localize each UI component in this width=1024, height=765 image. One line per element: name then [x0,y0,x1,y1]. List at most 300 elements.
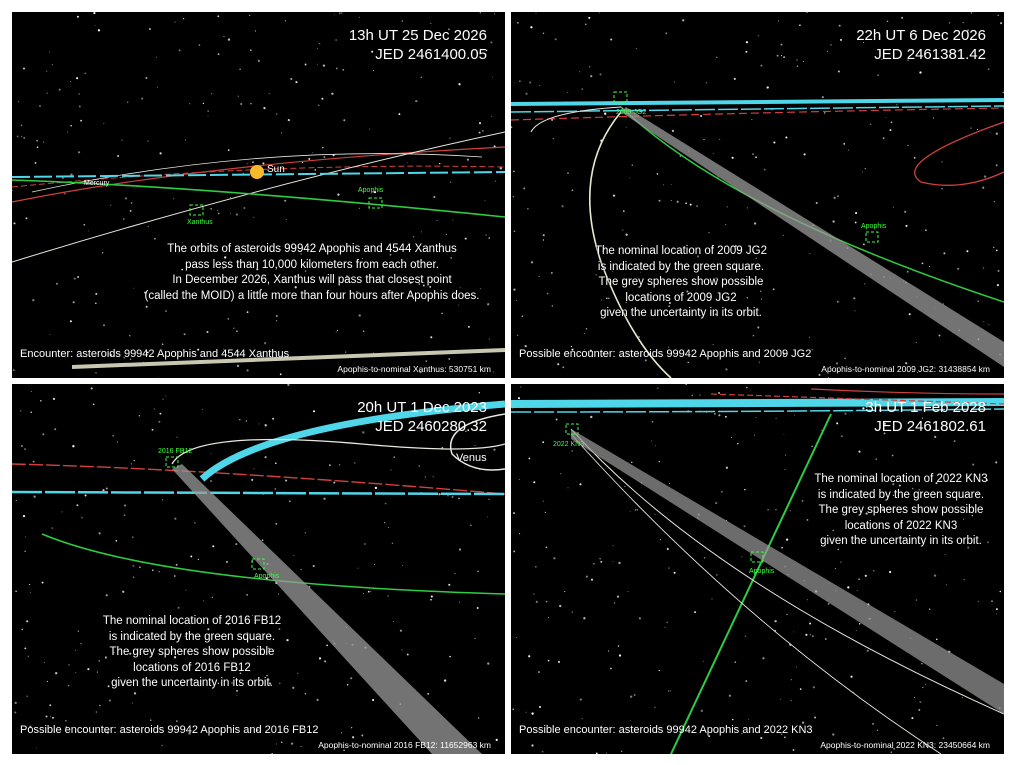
star [441,313,442,314]
star [655,445,656,446]
star [639,617,641,619]
star [666,622,668,624]
star [971,12,972,13]
star [867,650,869,652]
star [264,342,266,344]
star [129,335,131,337]
star [93,404,95,406]
star [767,86,769,88]
timestamp: 22h UT 6 Dec 2026 JED 2461381.42 [856,27,986,63]
star [630,720,631,721]
star [962,697,963,698]
star [942,161,943,162]
star [525,345,527,347]
star [212,545,214,547]
star [436,220,437,221]
star [246,369,248,371]
star [321,98,323,100]
star [946,584,947,585]
mercury-label: Mercury [84,180,110,187]
star [174,575,176,577]
star [121,140,122,141]
star [744,525,746,527]
star [518,397,520,399]
star [755,417,756,418]
star [539,276,540,277]
star [667,548,669,550]
star [726,467,728,469]
orbit-scene [511,12,1004,378]
star [388,595,389,596]
star [539,85,540,86]
star [677,201,679,203]
star [459,548,461,550]
star [781,55,782,56]
star [800,688,802,690]
star [590,416,592,418]
star [54,428,56,430]
star [449,656,450,657]
star [996,133,998,135]
panel-xanthus [12,12,505,378]
star [925,684,926,685]
star [139,566,141,568]
star [228,149,230,151]
star [467,159,469,161]
star [85,73,86,74]
star [253,217,254,218]
star [78,93,80,95]
star [91,387,93,389]
star [885,117,886,118]
star [715,502,717,504]
star [777,55,779,57]
star [99,532,101,534]
star [713,153,714,154]
star [145,77,147,79]
star [755,156,757,158]
star [785,137,787,139]
star [783,235,784,236]
star [117,155,119,157]
star [335,39,337,41]
star [513,550,515,552]
orbit-scene [12,12,505,378]
star [990,132,991,133]
star [685,384,687,385]
star [519,479,520,480]
star [538,671,540,673]
star [701,710,703,712]
star [752,153,753,154]
star [669,483,670,484]
distance-readout: Apophis-to-nominal 2009 JG2: 31438854 km [821,364,990,374]
star [280,373,282,375]
star [776,418,777,419]
star [811,446,812,447]
star [891,121,893,123]
star [567,92,568,93]
star [37,146,39,148]
star [517,335,519,337]
star [18,101,19,102]
star [370,591,371,592]
apophis-label: Apophis [254,573,280,580]
star [557,363,559,365]
star [529,458,531,460]
star [359,314,361,316]
star [133,576,134,577]
star [513,170,515,172]
star [458,305,459,306]
star [363,331,364,332]
star [354,462,355,463]
star [482,130,484,132]
star [622,229,623,230]
star [830,44,832,46]
star [754,222,756,224]
star [523,187,525,189]
star [654,707,655,708]
star [485,234,486,235]
star [339,464,340,465]
star [785,455,786,456]
star [217,15,219,17]
star [858,578,859,579]
star [289,500,291,502]
star [847,586,849,588]
star [708,232,709,233]
star [579,483,581,485]
star [494,13,495,14]
star [810,634,811,635]
star [840,39,842,41]
star [116,540,118,542]
star [132,565,134,567]
star [254,468,255,469]
star [671,200,672,201]
star [495,181,496,182]
star [929,266,930,267]
star [117,441,118,442]
star [149,28,151,30]
star [786,614,787,615]
star [368,591,370,593]
star [336,331,337,332]
star [16,500,17,501]
star [430,336,432,338]
star [610,38,612,40]
star [571,346,572,347]
star [877,730,878,731]
star [313,410,315,412]
star [853,297,855,299]
star [73,301,75,303]
star [862,171,863,172]
star [651,440,652,441]
star [671,184,672,185]
star [427,693,429,695]
panel-2022kn3 [511,384,1004,754]
venus-label: Venus [456,452,487,464]
star [124,504,126,506]
star [890,129,892,131]
star [485,200,486,201]
star [339,12,341,14]
star [369,129,370,130]
star [474,445,475,446]
star [520,387,521,388]
star [17,136,19,138]
star [822,96,824,98]
star [247,311,249,313]
star [239,69,241,71]
star [659,670,660,671]
star [159,571,160,572]
star [30,412,31,413]
star [132,536,134,538]
star [943,252,945,254]
star [28,656,29,657]
star [342,69,344,71]
star [236,213,238,215]
star [737,443,739,445]
star [345,352,346,353]
star [760,737,762,739]
star [331,93,333,95]
star [983,268,984,269]
star [124,514,126,516]
star [487,516,488,517]
star [236,695,237,696]
star [49,52,50,53]
star [706,82,707,83]
star [600,561,602,563]
star [970,127,971,128]
star [513,196,514,197]
star [281,741,283,743]
star [773,141,775,143]
star [322,147,323,148]
panel-2009jg2 [511,12,1004,378]
star [21,629,23,631]
apophis-label: Apophis [861,223,887,230]
star [488,499,489,500]
star [636,48,637,49]
star [337,330,338,331]
star [70,125,71,126]
star [401,649,402,650]
star [465,238,467,240]
star [919,71,921,73]
star [489,338,490,339]
caption: The orbits of asteroids 99942 Apophis and 4544 Xanthus pass less than 10,000 kilometers from each other. In December 2026, Xanthus will pass that closest point (called the MOID) a little more than four hours after Apophis does. [144,243,480,302]
star [176,564,178,566]
star [103,324,105,326]
star [255,30,256,31]
star [832,733,834,735]
star [233,327,235,329]
star [734,78,736,80]
distance-readout: Apophis-to-nominal Xanthus: 530751 km [337,364,491,374]
star [892,455,894,457]
star [513,709,514,710]
star [761,65,763,67]
timestamp: 13h UT 25 Dec 2026 JED 2461400.05 [348,27,487,63]
star [250,49,252,51]
star [583,617,585,619]
star [545,512,546,513]
star [718,392,720,394]
star [110,204,111,205]
star [33,461,35,463]
star [70,320,72,322]
star [21,445,22,446]
star [618,562,620,564]
star [262,162,264,164]
star [374,564,375,565]
star [531,261,533,263]
star [894,611,895,612]
star [936,639,937,640]
star [15,591,16,592]
star [490,41,492,43]
star [751,119,752,120]
star [745,51,747,53]
star [392,543,393,544]
star [564,591,565,592]
star [618,645,619,646]
star [548,617,549,618]
star [77,16,79,18]
star [546,601,548,603]
star [840,562,841,563]
star [176,437,177,438]
star [189,103,190,104]
star [511,126,512,128]
star [272,418,274,420]
star [1002,92,1003,93]
star [211,93,212,94]
star [543,33,544,34]
star [68,685,70,687]
star [1000,22,1002,24]
star [433,196,435,198]
star [859,623,861,625]
star [784,737,786,739]
star [716,574,718,576]
star [887,21,888,22]
star [767,509,769,511]
star [517,22,518,23]
star [228,318,230,320]
star [893,207,894,208]
star [727,206,728,207]
star [285,20,286,21]
star [617,596,619,598]
star [660,539,661,540]
star [421,231,422,232]
star [527,208,529,210]
star [454,573,456,575]
star [238,96,239,97]
star [596,753,598,754]
star [477,571,479,573]
star [224,36,225,37]
star [43,142,44,143]
star [806,12,807,13]
star [199,44,201,46]
star [551,272,553,274]
star [50,334,51,335]
asteroid-label: 2022 KN3 [553,441,585,448]
star [922,687,923,688]
star [794,415,795,416]
star [15,702,17,704]
star [718,414,720,416]
star [916,342,917,343]
star [996,164,998,166]
star [36,748,37,749]
star [572,450,573,451]
star [252,161,254,163]
star [916,599,918,601]
star [963,22,964,23]
star [152,429,154,431]
star [74,278,76,280]
star [553,557,555,559]
star [925,229,927,231]
star [190,555,192,557]
star [77,276,79,278]
star [632,164,633,165]
star [207,110,209,112]
star [626,127,627,128]
star [694,611,696,613]
star [444,679,446,681]
star [27,696,28,697]
star [934,574,936,576]
star [790,700,792,702]
star [862,407,864,409]
star [533,481,535,483]
star [614,602,616,604]
distance-readout: Apophis-to-nominal 2016 FB12: 11652963 km [318,740,491,750]
star [744,489,746,491]
star [813,686,815,688]
star [1000,591,1002,593]
star [448,584,450,586]
star [363,593,364,594]
star [372,699,374,701]
star [147,140,148,141]
star [154,238,156,240]
star [543,239,544,240]
star [78,151,80,153]
star [998,15,999,16]
star [240,103,242,105]
star [488,237,490,239]
star [148,226,149,227]
star [552,305,553,306]
star [291,743,293,745]
star [590,75,592,77]
star [957,268,959,270]
star [247,163,248,164]
star [334,14,335,15]
star [24,648,26,650]
star [179,49,181,51]
